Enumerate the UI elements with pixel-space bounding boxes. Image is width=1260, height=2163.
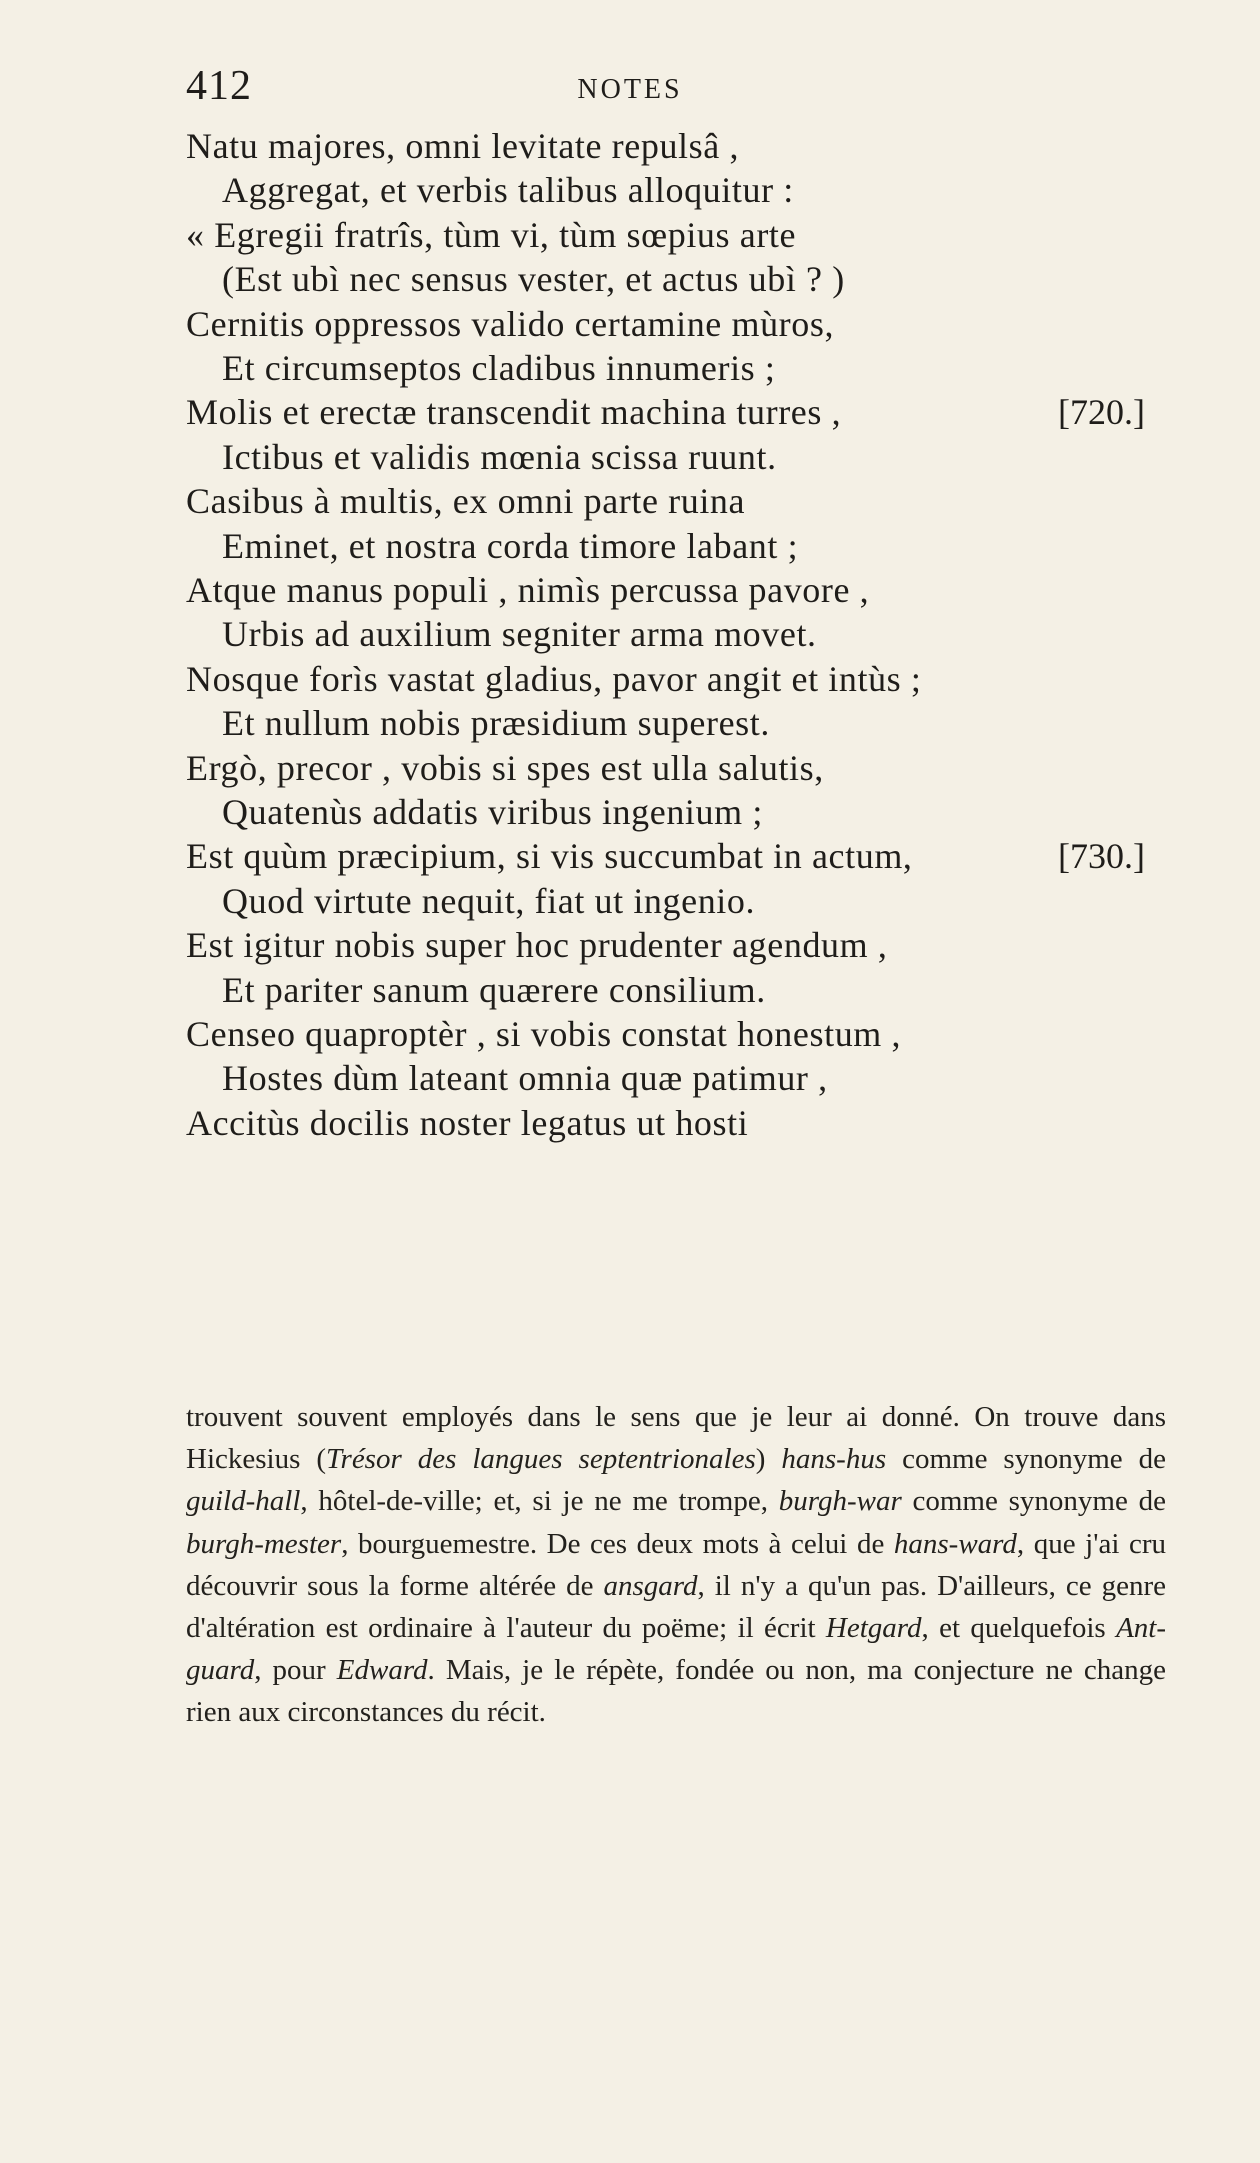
poem-line: Est quùm præcipium, si vis succumbat in actum, (186, 836, 913, 877)
poem-line: « Egregii fratrîs, tùm vi, tùm sœpius arte (186, 214, 797, 255)
poem-line: Molis et erectæ transcendit machina turres , (186, 392, 842, 433)
note-segment: , pour (254, 1654, 337, 1687)
note-italic: burgh-mester (186, 1527, 342, 1560)
note-segment: , bourguemestre. De ces deux mots à celui de (341, 1527, 894, 1560)
poem-line: Eminet, et nostra corda timore labant ; (222, 525, 799, 566)
poem-line: Ictibus et validis mœnia scissa ruunt. (222, 436, 777, 477)
line-number-marker: [720.] (1058, 392, 1145, 433)
note-italic: ansgard (603, 1569, 698, 1602)
note-italic: Ant-guard (186, 1612, 1166, 1687)
note-segment: trouvent souvent employés dans le sens que je leur ai donné. On trouve dans Hickesius ( (186, 1401, 1166, 1476)
note-italic: hans-ward (893, 1527, 1017, 1560)
note-italic: Edward (336, 1654, 428, 1687)
poem-line: Natu majores, omni levitate repulsâ , (186, 126, 740, 166)
note-segment: , il n'y a qu'un pas. D'ailleurs, ce genre d'altération est ordinaire à l'auteur du poëme; il écrit (186, 1569, 1166, 1645)
note-italic: Hetgard (825, 1612, 922, 1645)
running-head: NOTES (577, 74, 683, 105)
note-segment: comme synonyme de (886, 1443, 1166, 1476)
poem-line: Nosque forìs vastat gladius, pavor angit et intùs ; (186, 658, 922, 699)
poem-line: Atque manus populi , nimìs percussa pavore , (186, 570, 870, 610)
footnote-text (186, 1396, 1166, 1734)
poem-line: Quatenùs addatis viribus ingenium ; (222, 792, 763, 832)
note-italic: Trésor des langues septentrionales (326, 1443, 756, 1476)
note-segment: , que j'ai cru découvrir sous la forme altérée de (186, 1527, 1166, 1602)
note-italic: burgh-war (778, 1485, 902, 1518)
poem-line: Est igitur nobis super hoc prudenter agendum , (186, 925, 888, 966)
note-segment: , hôtel-de-ville; et, si je ne me trompe, (300, 1485, 779, 1518)
poem-line: Censeo quaproptèr , si vobis constat honestum , (186, 1014, 902, 1054)
poem-line: Et circumseptos cladibus innumeris ; (222, 348, 776, 388)
poem-line: Casibus à multis, ex omni parte ruina (186, 481, 746, 522)
poem-line: Quod virtute nequit, fiat ut ingenio. (222, 880, 756, 921)
poem-line: Ergò, precor , vobis si spes est ulla salutis, (186, 747, 824, 788)
line-number-marker: [730.] (1058, 836, 1145, 877)
page-number: 412 (186, 63, 252, 109)
note-segment: comme synonyme de (901, 1485, 1166, 1518)
poem-line: Et nullum nobis præsidium superest. (222, 703, 770, 744)
poem-line: Accitùs docilis noster legatus ut hosti (186, 1102, 749, 1143)
poem-line: Hostes dùm lateant omnia quæ patimur , (222, 1058, 828, 1099)
poem-line: Cernitis oppressos valido certamine mùros, (186, 303, 835, 344)
poem-line: Et pariter sanum quærere consilium. (222, 969, 766, 1010)
note-italic: guild-hall (186, 1485, 301, 1518)
note-segment: . Mais, je le répète, fondée ou non, ma conjecture ne change rien aux circonstances du récit. (186, 1654, 1166, 1729)
poem-line: Urbis ad auxilium segniter arma movet. (222, 614, 817, 655)
note-segment: ) (755, 1443, 782, 1476)
poem-line: Aggregat, et verbis talibus alloquitur : (222, 170, 794, 211)
poem-line: (Est ubì nec sensus vester, et actus ubì ? ) (222, 259, 845, 300)
note-italic: hans-hus (781, 1443, 887, 1476)
note-segment: , et quelquefois (921, 1612, 1117, 1645)
